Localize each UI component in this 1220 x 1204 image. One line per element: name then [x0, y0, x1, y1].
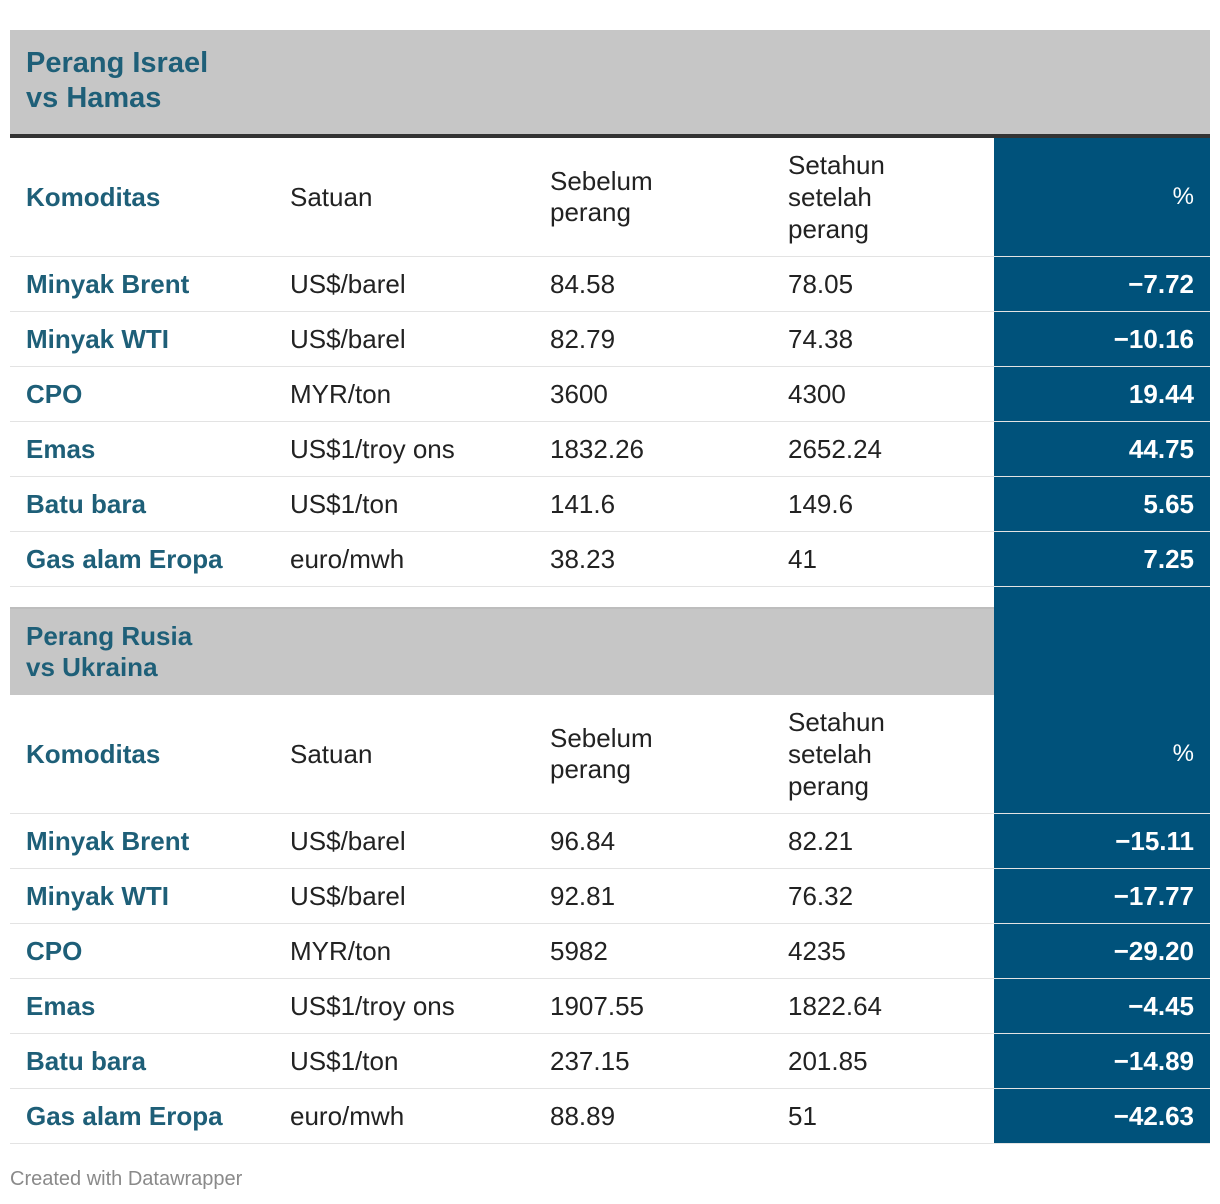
- cell-setahun: 149.6: [788, 489, 854, 519]
- cell-pct: −10.16: [994, 312, 1210, 366]
- cell-setahun: 201.85: [788, 1046, 868, 1076]
- table-row: [10, 367, 1210, 422]
- table-row: [10, 1034, 1210, 1089]
- cell-pct: −14.89: [994, 1034, 1210, 1088]
- cell-setahun: 2652.24: [788, 434, 882, 464]
- column-header-row: [10, 138, 1210, 257]
- pct-column-fill: [994, 607, 1210, 695]
- group-header: [10, 607, 994, 695]
- cell-pct: −7.72: [994, 257, 1210, 311]
- group-title: [26, 621, 192, 683]
- cell-satuan: US$1/ton: [290, 1045, 399, 1076]
- cell-komoditas: Emas: [26, 433, 96, 464]
- cell-satuan: euro/mwh: [290, 1100, 405, 1131]
- table-row: [10, 979, 1210, 1034]
- cell-satuan: euro/mwh: [290, 543, 405, 574]
- col-sebelum-text: [550, 166, 772, 228]
- col-komoditas: Komoditas: [26, 181, 161, 212]
- col-setahun: [772, 149, 994, 245]
- cell-pct: −17.77: [994, 869, 1210, 923]
- cell-sebelum: 88.89: [550, 1100, 616, 1131]
- table-row: [10, 814, 1210, 869]
- cell-pct: −15.11: [994, 814, 1210, 868]
- table-row: [10, 422, 1210, 477]
- table-row: [10, 924, 1210, 979]
- col-satuan: Satuan: [290, 181, 373, 212]
- group-title-line: vs Hamas: [26, 81, 162, 114]
- col-sebelum-text: [550, 723, 772, 785]
- group-title-line: Perang Rusia: [26, 621, 193, 651]
- cell-komoditas: Gas alam Eropa: [26, 543, 223, 574]
- col-setahun-text-line: setelah: [788, 739, 872, 769]
- table-row: [10, 257, 1210, 312]
- table-row: [10, 869, 1210, 924]
- col-sebelum: [534, 166, 772, 228]
- cell-satuan: US$/barel: [290, 323, 406, 354]
- col-sebelum-text-line: perang: [550, 197, 631, 227]
- cell-setahun: 41: [788, 544, 817, 574]
- cell-sebelum: 3600: [550, 378, 608, 409]
- cell-komoditas: Gas alam Eropa: [26, 1100, 223, 1131]
- col-sebelum-text-line: perang: [550, 754, 631, 784]
- cell-setahun: 51: [788, 1101, 817, 1131]
- group-title-line: Perang Israel: [26, 47, 209, 79]
- cell-setahun: 4300: [788, 379, 846, 409]
- cell-komoditas: CPO: [26, 378, 83, 409]
- col-pct: %: [994, 695, 1210, 813]
- group-title-line: vs Ukraina: [26, 652, 158, 683]
- col-setahun-text-line: perang: [788, 771, 869, 801]
- col-komoditas: Komoditas: [26, 738, 161, 769]
- table-row: [10, 312, 1210, 367]
- col-setahun: [772, 706, 994, 802]
- col-pct: %: [994, 138, 1210, 256]
- cell-pct: −4.45: [994, 979, 1210, 1033]
- cell-pct: 19.44: [994, 367, 1210, 421]
- col-setahun-text-line: setelah: [788, 182, 872, 212]
- col-sebelum-text-line: Sebelum: [550, 166, 653, 196]
- cell-sebelum: 82.79: [550, 323, 616, 354]
- col-setahun-text: [788, 149, 994, 245]
- cell-pct: −42.63: [994, 1089, 1210, 1143]
- cell-komoditas: Batu bara: [26, 1045, 146, 1076]
- cell-setahun: 76.32: [788, 881, 854, 911]
- cell-komoditas: Batu bara: [26, 488, 146, 519]
- col-sebelum-text-line: Sebelum: [550, 723, 653, 753]
- col-setahun-text-line: Setahun: [788, 150, 885, 180]
- cell-setahun: 74.38: [788, 324, 854, 354]
- cell-sebelum: 38.23: [550, 543, 616, 574]
- cell-satuan: US$/barel: [290, 268, 406, 299]
- cell-setahun: 78.05: [788, 269, 854, 299]
- cell-komoditas: CPO: [26, 935, 83, 966]
- cell-komoditas: Minyak WTI: [26, 880, 170, 911]
- cell-satuan: US$/barel: [290, 825, 406, 856]
- column-header-row: [10, 695, 1210, 814]
- cell-pct: 7.25: [994, 532, 1210, 586]
- cell-satuan: US$/barel: [290, 880, 406, 911]
- cell-pct: 44.75: [994, 422, 1210, 476]
- cell-sebelum: 1907.55: [550, 990, 644, 1021]
- cell-pct: 5.65: [994, 477, 1210, 531]
- col-satuan: Satuan: [290, 738, 373, 769]
- cell-satuan: US$1/troy ons: [290, 433, 455, 464]
- col-setahun-text-line: perang: [788, 214, 869, 244]
- cell-satuan: US$1/ton: [290, 488, 399, 519]
- group-title: [26, 46, 208, 116]
- cell-komoditas: Emas: [26, 990, 96, 1021]
- col-sebelum: [534, 723, 772, 785]
- table-row: [10, 532, 1210, 587]
- cell-sebelum: 92.81: [550, 880, 616, 911]
- col-setahun-text: [788, 706, 994, 802]
- cell-satuan: MYR/ton: [290, 935, 392, 966]
- commodity-table: [10, 30, 1210, 1144]
- cell-satuan: US$1/troy ons: [290, 990, 455, 1021]
- cell-satuan: MYR/ton: [290, 378, 392, 409]
- table-row: [10, 1089, 1210, 1144]
- pct-column-fill: [994, 587, 1210, 607]
- cell-setahun: 4235: [788, 936, 846, 966]
- cell-sebelum: 84.58: [550, 268, 616, 299]
- col-setahun-text-line: Setahun: [788, 707, 885, 737]
- cell-komoditas: Minyak Brent: [26, 825, 190, 856]
- cell-sebelum: 237.15: [550, 1045, 630, 1076]
- group-gap: [10, 587, 1210, 607]
- cell-sebelum: 1832.26: [550, 433, 644, 464]
- cell-komoditas: Minyak Brent: [26, 268, 190, 299]
- cell-sebelum: 96.84: [550, 825, 616, 856]
- cell-pct: −29.20: [994, 924, 1210, 978]
- cell-sebelum: 141.6: [550, 488, 616, 519]
- footer-credit: Created with Datawrapper: [10, 1168, 243, 1190]
- table-row: [10, 477, 1210, 532]
- group-header: [10, 30, 1210, 138]
- cell-setahun: 1822.64: [788, 991, 882, 1021]
- cell-setahun: 82.21: [788, 826, 854, 856]
- cell-sebelum: 5982: [550, 935, 608, 966]
- cell-komoditas: Minyak WTI: [26, 323, 170, 354]
